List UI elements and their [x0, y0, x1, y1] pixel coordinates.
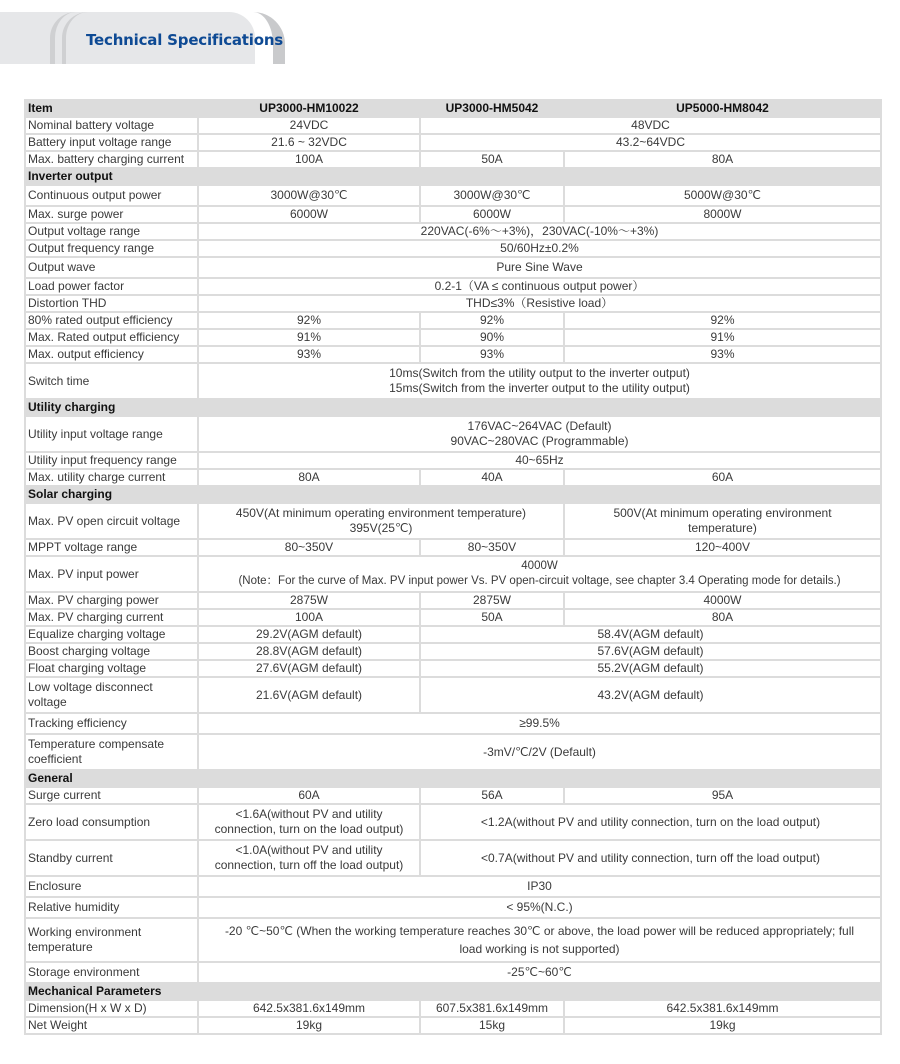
table-row	[25, 295, 881, 312]
cell: 220VAC(-6%～+3%)，230VAC(-10%～+3%)	[198, 223, 881, 240]
table-row	[25, 416, 881, 452]
cell: 43.2V(AGM default)	[420, 677, 881, 713]
section-header-row	[25, 983, 881, 1000]
table-row	[25, 643, 881, 660]
cell: 58.4V(AGM default)	[420, 626, 881, 643]
cell: 57.6V(AGM default)	[420, 643, 881, 660]
cell: 642.5x381.6x149mm	[564, 1000, 881, 1017]
cell: 0.2-1（VA ≤ continuous output power）	[198, 278, 881, 295]
row-label: Float charging voltage	[25, 660, 198, 677]
section-header-row	[25, 486, 881, 503]
table-row	[25, 1000, 881, 1017]
cell: 4000W	[564, 592, 881, 609]
row-label: Max. battery charging current	[25, 151, 198, 168]
table-row	[25, 469, 881, 486]
row-label: Boost charging voltage	[25, 643, 198, 660]
cell-line: 4000W	[521, 560, 558, 572]
cell: 60A	[198, 787, 420, 804]
row-label-line: temperature	[28, 940, 93, 954]
cell: <1.2A(without PV and utility connection, turn on the load output)	[420, 804, 881, 840]
cell: 27.6V(AGM default)	[198, 660, 420, 677]
row-label: Max. PV charging current	[25, 609, 198, 626]
cell: 80~350V	[198, 539, 420, 556]
row-label	[25, 734, 198, 770]
cell: 120~400V	[564, 539, 881, 556]
cell: 80A	[198, 469, 420, 486]
cell: 80A	[564, 151, 881, 168]
row-label: Load power factor	[25, 278, 198, 295]
table-row	[25, 609, 881, 626]
cell: 19kg	[564, 1017, 881, 1034]
table-row	[25, 240, 881, 257]
row-label: Battery input voltage range	[25, 134, 198, 151]
cell: 80A	[564, 609, 881, 626]
cell: 48VDC	[420, 117, 881, 134]
table-row	[25, 452, 881, 469]
cell-line: (Note：For the curve of Max. PV input power Vs. PV open-circuit voltage, see chapter 3.4 Operating mode for details.)	[238, 575, 841, 587]
table-row	[25, 539, 881, 556]
cell: 2875W	[198, 592, 420, 609]
cell-line: connection, turn on the load output)	[214, 822, 404, 836]
table-row	[25, 151, 881, 168]
cell: 90%	[420, 329, 564, 346]
row-label-line: Temperature compensate	[28, 737, 165, 751]
cell-line: connection, turn off the load output)	[214, 858, 404, 872]
cell	[198, 556, 881, 592]
section-header-row	[25, 399, 881, 416]
row-label: Distortion THD	[25, 295, 198, 312]
row-label: Max. utility charge current	[25, 469, 198, 486]
cell: 8000W	[564, 206, 881, 223]
section-title: General	[25, 770, 881, 787]
cell-line: 10ms(Switch from the utility output to the inverter output)	[389, 366, 690, 380]
table-row	[25, 363, 881, 399]
cell: 100A	[198, 151, 420, 168]
table-row	[25, 713, 881, 734]
table-row	[25, 278, 881, 295]
row-label	[25, 677, 198, 713]
table-row	[25, 312, 881, 329]
cell: 15kg	[420, 1017, 564, 1034]
row-label-line: Working environment	[28, 925, 142, 939]
header-item: Item	[25, 100, 198, 117]
cell-line: 450V(At minimum operating environment temperature)	[235, 506, 527, 520]
table-row	[25, 185, 881, 206]
row-label: Max. PV charging power	[25, 592, 198, 609]
cell: 92%	[420, 312, 564, 329]
cell	[198, 840, 420, 876]
table-row	[25, 626, 881, 643]
cell: 50A	[420, 151, 564, 168]
cell: THD≤3%（Resistive load）	[198, 295, 881, 312]
section-title: Solar charging	[25, 486, 881, 503]
row-label: 80% rated output efficiency	[25, 312, 198, 329]
cell: 40A	[420, 469, 564, 486]
row-label: Utility input frequency range	[25, 452, 198, 469]
cell	[198, 416, 881, 452]
cell: 50/60Hz±0.2%	[198, 240, 881, 257]
table-row	[25, 329, 881, 346]
table-row	[25, 206, 881, 223]
cell-line: 500V(At minimum operating environment	[613, 506, 832, 520]
table-row	[25, 734, 881, 770]
table-header-row	[25, 100, 881, 117]
row-label: Enclosure	[25, 876, 198, 897]
cell: 92%	[564, 312, 881, 329]
cell: 607.5x381.6x149mm	[420, 1000, 564, 1017]
cell: 19kg	[198, 1017, 420, 1034]
cell-line: 15ms(Switch from the inverter output to the utility output)	[389, 381, 690, 395]
section-title: Mechanical Parameters	[25, 983, 881, 1000]
cell-line: temperature)	[688, 521, 757, 535]
cell: 642.5x381.6x149mm	[198, 1000, 420, 1017]
cell: 21.6 ~ 32VDC	[198, 134, 420, 151]
cell-line: <1.6A(without PV and utility	[235, 807, 383, 821]
cell: 6000W	[420, 206, 564, 223]
table-row	[25, 804, 881, 840]
table-row	[25, 1017, 881, 1034]
table-row	[25, 787, 881, 804]
cell: 21.6V(AGM default)	[198, 677, 420, 713]
row-label: Equalize charging voltage	[25, 626, 198, 643]
table-row	[25, 223, 881, 240]
cell-line: <1.0A(without PV and utility	[235, 843, 383, 857]
cell-line: 90VAC~280VAC (Programmable)	[450, 434, 629, 448]
row-label: Max. surge power	[25, 206, 198, 223]
table-row	[25, 134, 881, 151]
cell	[564, 503, 881, 539]
cell: 40~65Hz	[198, 452, 881, 469]
cell: < 95%(N.C.)	[198, 897, 881, 918]
row-label-line: coefficient	[28, 752, 82, 766]
cell: 56A	[420, 787, 564, 804]
table-row	[25, 962, 881, 983]
cell-line: -20 ℃~50℃ (When the working temperature reaches 30℃ or above, the load power will be reduced appropriately; full	[224, 924, 855, 938]
section-header-row	[25, 168, 881, 185]
cell: 24VDC	[198, 117, 420, 134]
cell: 43.2~64VDC	[420, 134, 881, 151]
table-row	[25, 257, 881, 278]
row-label: Max. output efficiency	[25, 346, 198, 363]
cell: 28.8V(AGM default)	[198, 643, 420, 660]
row-label: Max. PV open circuit voltage	[25, 503, 198, 539]
section-title: Utility charging	[25, 399, 881, 416]
row-label: Tracking efficiency	[25, 713, 198, 734]
cell: 91%	[198, 329, 420, 346]
cell: 93%	[198, 346, 420, 363]
cell: 2875W	[420, 592, 564, 609]
table-row	[25, 876, 881, 897]
cell: <0.7A(without PV and utility connection, turn off the load output)	[420, 840, 881, 876]
row-label: Output frequency range	[25, 240, 198, 257]
row-label: Surge current	[25, 787, 198, 804]
cell: -3mV/℃/2V (Default)	[198, 734, 881, 770]
table-row	[25, 346, 881, 363]
section-title: Inverter output	[25, 168, 881, 185]
header-model: UP3000-HM10022	[198, 100, 420, 117]
table-row	[25, 677, 881, 713]
row-label: Output voltage range	[25, 223, 198, 240]
table-row	[25, 117, 881, 134]
row-label: Dimension(H x W x D)	[25, 1000, 198, 1017]
cell-line: 395V(25℃)	[349, 521, 413, 535]
cell: IP30	[198, 876, 881, 897]
table-row	[25, 556, 881, 592]
cell: 80~350V	[420, 539, 564, 556]
row-label	[25, 918, 198, 962]
cell: ≥99.5%	[198, 713, 881, 734]
table-row	[25, 503, 881, 539]
section-banner	[0, 12, 296, 64]
cell: 3000W@30℃	[420, 185, 564, 206]
table-row	[25, 840, 881, 876]
row-label-line: Low voltage disconnect	[28, 680, 153, 694]
row-label: Utility input voltage range	[25, 416, 198, 452]
header-model: UP3000-HM5042	[420, 100, 564, 117]
cell: 93%	[420, 346, 564, 363]
row-label: Relative humidity	[25, 897, 198, 918]
cell: 5000W@30℃	[564, 185, 881, 206]
cell: -25℃~60℃	[198, 962, 881, 983]
table-row	[25, 918, 881, 962]
row-label: Net Weight	[25, 1017, 198, 1034]
row-label-line: voltage	[28, 695, 67, 709]
cell	[198, 918, 881, 962]
cell-line: 176VAC~264VAC (Default)	[467, 419, 612, 433]
cell	[198, 804, 420, 840]
table-row	[25, 592, 881, 609]
cell: 55.2V(AGM default)	[420, 660, 881, 677]
cell: 6000W	[198, 206, 420, 223]
cell: 60A	[564, 469, 881, 486]
row-label: Zero load consumption	[25, 804, 198, 840]
cell: 100A	[198, 609, 420, 626]
row-label: Output wave	[25, 257, 198, 278]
cell: 91%	[564, 329, 881, 346]
row-label: MPPT voltage range	[25, 539, 198, 556]
cell: 92%	[198, 312, 420, 329]
cell: 93%	[564, 346, 881, 363]
row-label: Max. Rated output efficiency	[25, 329, 198, 346]
cell: 3000W@30℃	[198, 185, 420, 206]
row-label: Standby current	[25, 840, 198, 876]
cell: 29.2V(AGM default)	[198, 626, 420, 643]
row-label: Continuous output power	[25, 185, 198, 206]
row-label: Nominal battery voltage	[25, 117, 198, 134]
cell	[198, 363, 881, 399]
section-header-row	[25, 770, 881, 787]
row-label: Storage environment	[25, 962, 198, 983]
table-row	[25, 897, 881, 918]
cell-line: load working is not supported)	[459, 942, 620, 956]
cell: 95A	[564, 787, 881, 804]
row-label: Max. PV input power	[25, 556, 198, 592]
cell: 50A	[420, 609, 564, 626]
table-row	[25, 660, 881, 677]
row-label: Switch time	[25, 363, 198, 399]
spec-table	[24, 99, 882, 1035]
header-model: UP5000-HM8042	[564, 100, 881, 117]
cell	[198, 503, 564, 539]
page-title: Technical Specifications	[86, 31, 284, 49]
cell: Pure Sine Wave	[198, 257, 881, 278]
